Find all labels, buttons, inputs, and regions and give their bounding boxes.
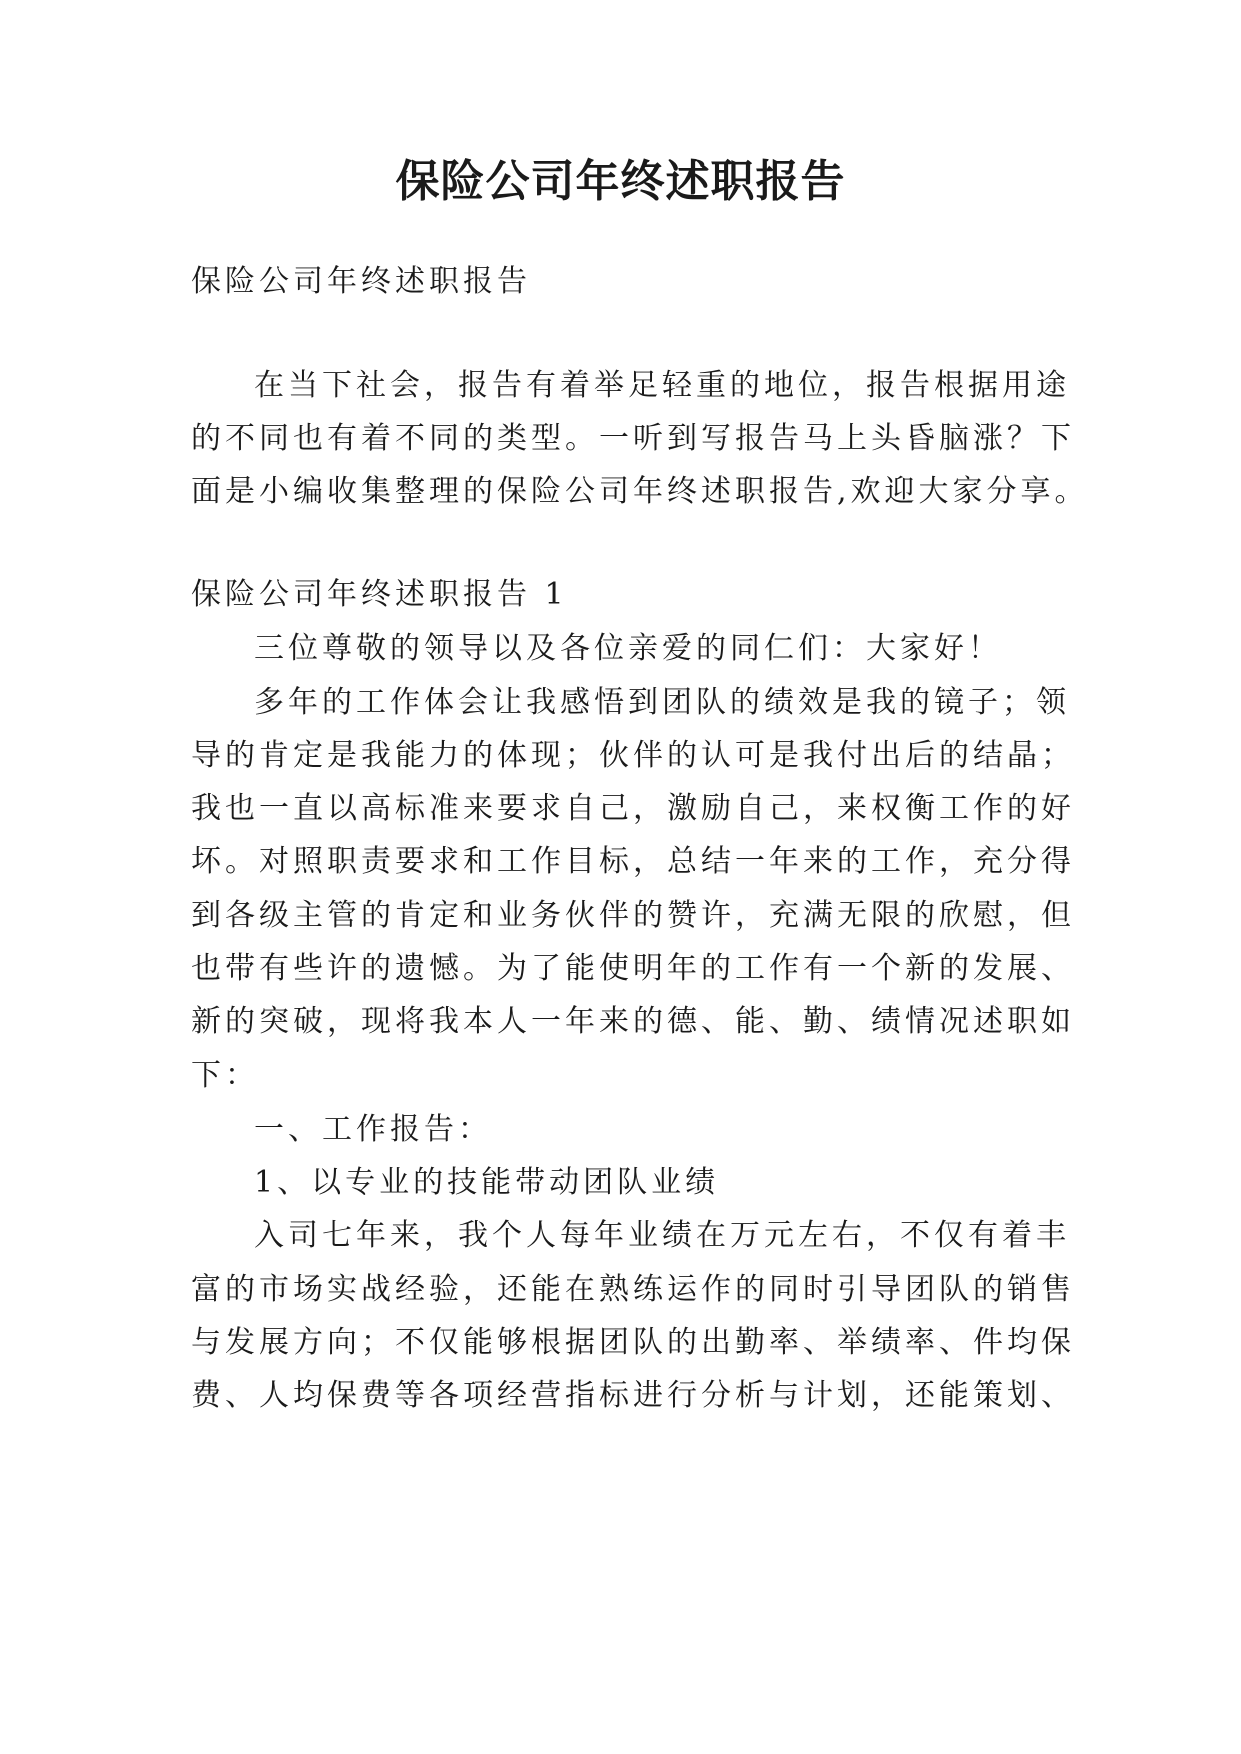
paragraph-line: 1、以专业的技能带动团队业绩 [254, 1165, 720, 1200]
paragraph-line: 一、工作报告： [254, 1112, 492, 1147]
paragraph-line: 的不同也有着不同的类型。一听到写报告马上头昏脑涨？下 [191, 421, 1075, 456]
paragraph-line: 我也一直以高标准来要求自己，激励自己，来权衡工作的好 [191, 791, 1075, 826]
document-title: 保险公司年终述职报告 [395, 156, 846, 207]
paragraph-line: 面是小编收集整理的保险公司年终述职报告,欢迎大家分享。 [191, 474, 1089, 509]
paragraph-line: 到各级主管的肯定和业务伙伴的赞许，充满无限的欣慰，但 [191, 898, 1075, 933]
paragraph-line: 富的市场实战经验，还能在熟练运作的同时引导团队的销售 [191, 1272, 1075, 1307]
paragraph-line: 费、人均保费等各项经营指标进行分析与计划，还能策划、 [191, 1378, 1075, 1413]
section-heading: 保险公司年终述职报告 1 [191, 577, 568, 612]
paragraph-line: 也带有些许的遗憾。为了能使明年的工作有一个新的发展、 [191, 951, 1075, 986]
paragraph-line: 与发展方向；不仅能够根据团队的出勤率、举绩率、件均保 [191, 1325, 1075, 1360]
paragraph-line: 在当下社会，报告有着举足轻重的地位，报告根据用途 [254, 368, 1070, 403]
paragraph-line: 入司七年来，我个人每年业绩在万元左右，不仅有着丰 [254, 1218, 1070, 1253]
paragraph-line: 导的肯定是我能力的体现；伙伴的认可是我付出后的结晶； [191, 738, 1075, 773]
subtitle-line: 保险公司年终述职报告 [191, 264, 531, 299]
paragraph-line: 坏。对照职责要求和工作目标，总结一年来的工作，充分得 [191, 844, 1075, 879]
paragraph-line: 下： [191, 1058, 259, 1093]
paragraph-line: 三位尊敬的领导以及各位亲爱的同仁们：大家好！ [254, 631, 1002, 666]
paragraph-line: 多年的工作体会让我感悟到团队的绩效是我的镜子；领 [254, 685, 1070, 720]
paragraph-line: 新的突破，现将我本人一年来的德、能、勤、绩情况述职如 [191, 1004, 1075, 1039]
